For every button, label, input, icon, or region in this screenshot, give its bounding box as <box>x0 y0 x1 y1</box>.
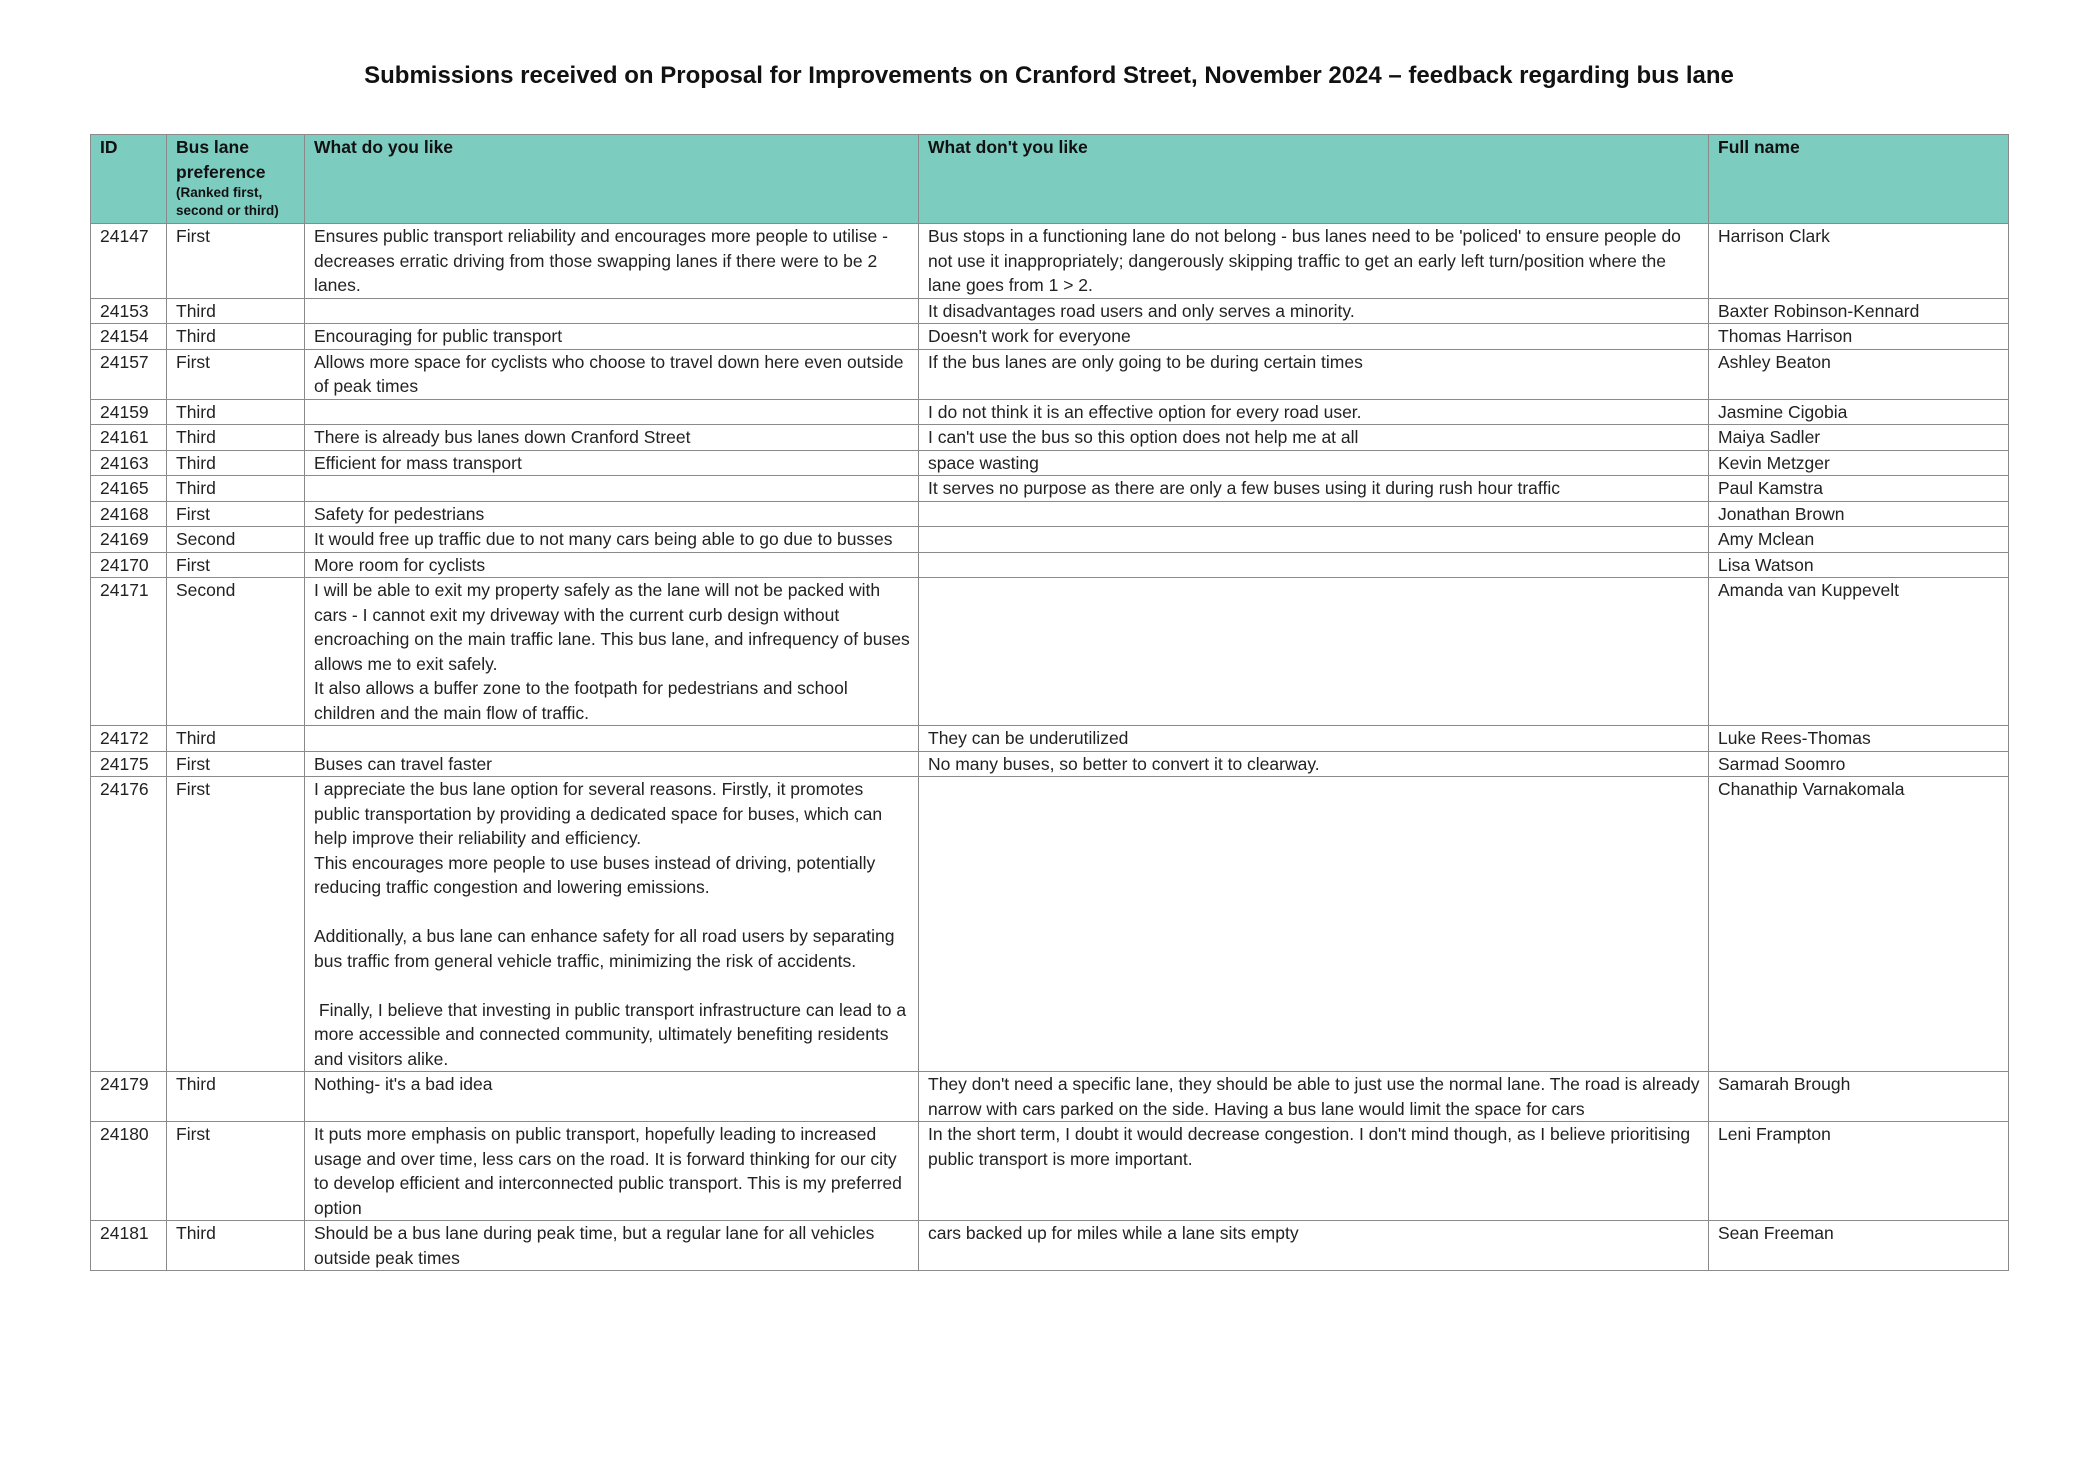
cell-dislike <box>919 527 1709 553</box>
header-name: Full name <box>1709 135 2009 224</box>
cell-like: Should be a bus lane during peak time, but a regular lane for all vehicles outside peak times <box>305 1221 919 1271</box>
cell-dislike: space wasting <box>919 450 1709 476</box>
cell-preference: First <box>167 777 305 1072</box>
cell-like: Nothing- it's a bad idea <box>305 1072 919 1122</box>
cell-preference: Third <box>167 298 305 324</box>
cell-name: Thomas Harrison <box>1709 324 2009 350</box>
cell-id: 24161 <box>91 425 167 451</box>
cell-name: Amy Mclean <box>1709 527 2009 553</box>
table-body <box>91 224 2009 1271</box>
cell-preference: Third <box>167 399 305 425</box>
table-row <box>91 1072 2009 1122</box>
cell-dislike: Bus stops in a functioning lane do not belong - bus lanes need to be 'policed' to ensure people do not use it inappropriately; dangerously skipping traffic to get an early left turn/position where the lane goes from 1 > 2. <box>919 224 1709 299</box>
table-row <box>91 527 2009 553</box>
cell-name: Sean Freeman <box>1709 1221 2009 1271</box>
cell-id: 24172 <box>91 726 167 752</box>
table-row <box>91 777 2009 1072</box>
cell-name: Lisa Watson <box>1709 552 2009 578</box>
cell-like: More room for cyclists <box>305 552 919 578</box>
cell-name: Maiya Sadler <box>1709 425 2009 451</box>
cell-preference: First <box>167 751 305 777</box>
cell-id: 24154 <box>91 324 167 350</box>
table-row <box>91 298 2009 324</box>
cell-id: 24168 <box>91 501 167 527</box>
cell-like: Allows more space for cyclists who choose to travel down here even outside of peak times <box>305 349 919 399</box>
cell-like <box>305 476 919 502</box>
cell-dislike: Doesn't work for everyone <box>919 324 1709 350</box>
cell-name: Paul Kamstra <box>1709 476 2009 502</box>
table-row <box>91 399 2009 425</box>
cell-preference: Third <box>167 450 305 476</box>
cell-preference: First <box>167 349 305 399</box>
header-like: What do you like <box>305 135 919 224</box>
cell-name: Chanathip Varnakomala <box>1709 777 2009 1072</box>
cell-like: Safety for pedestrians <box>305 501 919 527</box>
page-title: Submissions received on Proposal for Improvements on Cranford Street, November 2024 – feedback regarding bus lane <box>364 62 1734 89</box>
cell-preference: Second <box>167 527 305 553</box>
cell-id: 24181 <box>91 1221 167 1271</box>
header-dislike: What don't you like <box>919 135 1709 224</box>
cell-like: It puts more emphasis on public transport, hopefully leading to increased usage and over time, less cars on the road. It is forward thinking for our city to develop efficient and interconnected public transport. This is my preferred option <box>305 1122 919 1221</box>
cell-like: There is already bus lanes down Cranford Street <box>305 425 919 451</box>
cell-name: Jonathan Brown <box>1709 501 2009 527</box>
cell-like: Efficient for mass transport <box>305 450 919 476</box>
cell-like: I appreciate the bus lane option for several reasons. Firstly, it promotes public transportation by providing a dedicated space for buses, which can help improve their reliability and efficiency. This encourages more people to use buses instead of driving, potentially reducing traffic congestion and lowering emissions. Additionally, a bus lane can enhance safety for all road users by separating bus traffic from general vehicle traffic, minimizing the risk of accidents. Finally, I believe that investing in public transport infrastructure can lead to a more accessible and connected community, ultimately benefiting residents and visitors alike. <box>305 777 919 1072</box>
header-preference-label: Bus lane preference <box>176 137 266 182</box>
cell-preference: First <box>167 501 305 527</box>
cell-name: Baxter Robinson-Kennard <box>1709 298 2009 324</box>
cell-id: 24176 <box>91 777 167 1072</box>
cell-dislike: I do not think it is an effective option for every road user. <box>919 399 1709 425</box>
cell-id: 24179 <box>91 1072 167 1122</box>
header-preference-sub: (Ranked first, second or third) <box>176 185 279 218</box>
cell-preference: First <box>167 224 305 299</box>
table-row <box>91 1221 2009 1271</box>
cell-dislike <box>919 552 1709 578</box>
cell-dislike: I can't use the bus so this option does not help me at all <box>919 425 1709 451</box>
table-row <box>91 1122 2009 1221</box>
cell-dislike: It disadvantages road users and only serves a minority. <box>919 298 1709 324</box>
cell-preference: Third <box>167 726 305 752</box>
cell-preference: Second <box>167 578 305 726</box>
cell-name: Samarah Brough <box>1709 1072 2009 1122</box>
cell-like: Encouraging for public transport <box>305 324 919 350</box>
cell-id: 24163 <box>91 450 167 476</box>
cell-id: 24175 <box>91 751 167 777</box>
cell-name: Luke Rees-Thomas <box>1709 726 2009 752</box>
cell-preference: First <box>167 1122 305 1221</box>
cell-name: Amanda van Kuppevelt <box>1709 578 2009 726</box>
cell-dislike <box>919 501 1709 527</box>
cell-dislike <box>919 777 1709 1072</box>
submissions-table <box>90 134 2009 1271</box>
cell-preference: Third <box>167 476 305 502</box>
cell-id: 24153 <box>91 298 167 324</box>
cell-dislike: It serves no purpose as there are only a few buses using it during rush hour traffic <box>919 476 1709 502</box>
cell-preference: Third <box>167 1221 305 1271</box>
cell-name: Harrison Clark <box>1709 224 2009 299</box>
table-row <box>91 324 2009 350</box>
cell-preference: Third <box>167 425 305 451</box>
header-id: ID <box>91 135 167 224</box>
cell-name: Sarmad Soomro <box>1709 751 2009 777</box>
cell-id: 24159 <box>91 399 167 425</box>
cell-preference: Third <box>167 324 305 350</box>
cell-id: 24171 <box>91 578 167 726</box>
cell-name: Kevin Metzger <box>1709 450 2009 476</box>
cell-like: It would free up traffic due to not many cars being able to go due to busses <box>305 527 919 553</box>
cell-id: 24165 <box>91 476 167 502</box>
cell-name: Leni Frampton <box>1709 1122 2009 1221</box>
cell-id: 24170 <box>91 552 167 578</box>
cell-name: Ashley Beaton <box>1709 349 2009 399</box>
cell-id: 24180 <box>91 1122 167 1221</box>
cell-preference: Third <box>167 1072 305 1122</box>
table-row <box>91 349 2009 399</box>
cell-dislike: If the bus lanes are only going to be during certain times <box>919 349 1709 399</box>
cell-like: I will be able to exit my property safely as the lane will not be packed with cars - I cannot exit my driveway with the current curb design without encroaching on the main traffic lane. This bus lane, and infrequency of buses allows me to exit safely. It also allows a buffer zone to the footpath for pedestrians and school children and the main flow of traffic. <box>305 578 919 726</box>
cell-dislike <box>919 578 1709 726</box>
cell-preference: First <box>167 552 305 578</box>
cell-like <box>305 399 919 425</box>
table-row <box>91 578 2009 726</box>
cell-dislike: cars backed up for miles while a lane sits empty <box>919 1221 1709 1271</box>
cell-like: Buses can travel faster <box>305 751 919 777</box>
cell-dislike: In the short term, I doubt it would decrease congestion. I don't mind though, as I believe prioritising public transport is more important. <box>919 1122 1709 1221</box>
table-row <box>91 726 2009 752</box>
table-row <box>91 552 2009 578</box>
header-preference <box>167 135 305 224</box>
cell-id: 24147 <box>91 224 167 299</box>
table-row <box>91 751 2009 777</box>
table-header-row <box>91 135 2009 224</box>
cell-id: 24169 <box>91 527 167 553</box>
table-row <box>91 224 2009 299</box>
cell-like <box>305 298 919 324</box>
cell-dislike: They don't need a specific lane, they should be able to just use the normal lane. The road is already narrow with cars parked on the side. Having a bus lane would limit the space for cars <box>919 1072 1709 1122</box>
table-row <box>91 476 2009 502</box>
cell-like <box>305 726 919 752</box>
table-row <box>91 450 2009 476</box>
cell-id: 24157 <box>91 349 167 399</box>
cell-dislike: No many buses, so better to convert it to clearway. <box>919 751 1709 777</box>
cell-dislike: They can be underutilized <box>919 726 1709 752</box>
cell-name: Jasmine Cigobia <box>1709 399 2009 425</box>
table-row <box>91 501 2009 527</box>
table-row <box>91 425 2009 451</box>
cell-like: Ensures public transport reliability and encourages more people to utilise - decreases erratic driving from those swapping lanes if there were to be 2 lanes. <box>305 224 919 299</box>
